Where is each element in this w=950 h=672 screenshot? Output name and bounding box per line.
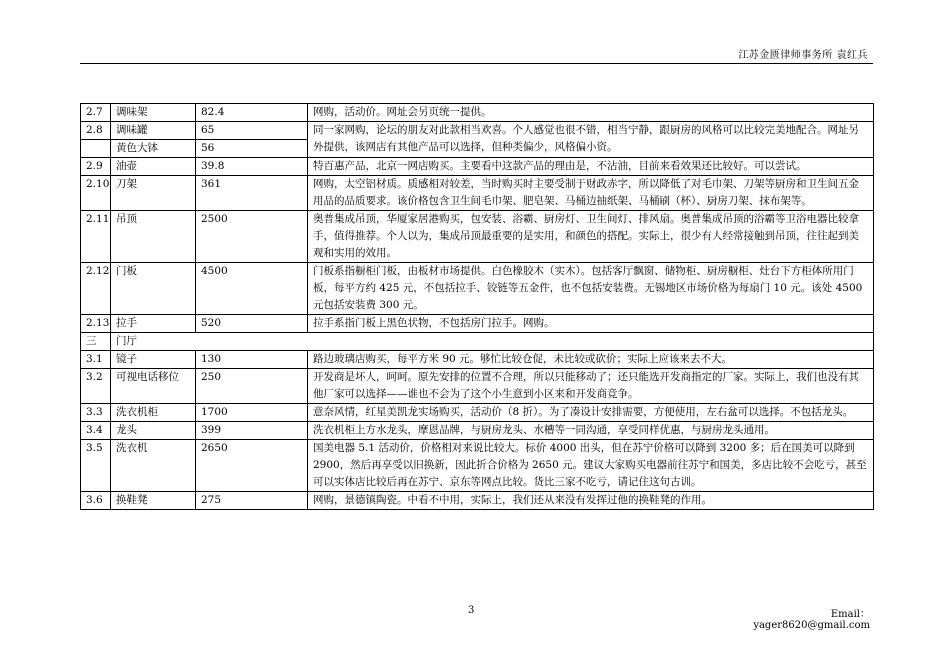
item-price: 65	[196, 122, 308, 140]
item-name: 调味罐	[111, 122, 196, 140]
footer-email: Email：yager8620@gmail.com	[753, 609, 870, 631]
item-description: 奥普集成吊顶，华厦家居港购买，包安装、浴霸、厨房灯、卫生间灯、排风扇。奥普集成吊顶的浴霸等卫浴电器比较拿手，值得推荐。个人以为，集成吊顶最重要的是实用，和颜色的搭配。实际上，很少有人经常接触到吊顶，往往起到美观和实用的效用。	[308, 211, 874, 263]
row-number: 3.3	[81, 404, 111, 422]
item-description: 同一家网购，论坛的朋友对此款相当欢喜。个人感觉也很不错，相当宁静，跟厨房的风格可以比较完美地配合。网址另外提供，该网店有其他产品可以选择，但种类偏少，风格偏小资。	[308, 122, 874, 158]
table-row	[81, 369, 874, 404]
row-number: 3.1	[81, 351, 111, 369]
item-description: 意奈风情，红星美凯龙实场购买，活动价（8 折）。为了凑设计安排需要，方便使用，左右盆可以选择。不包括龙头。	[308, 404, 874, 422]
item-price: 2650	[196, 440, 308, 492]
item-name: 拉手	[111, 315, 196, 333]
item-price: 520	[196, 315, 308, 333]
item-price: 250	[196, 369, 308, 404]
row-number: 2.7	[81, 104, 111, 122]
item-name: 门板	[111, 263, 196, 315]
item-price: 4500	[196, 263, 308, 315]
item-description: 网购，活动价。网址会另页统一提供。	[308, 104, 874, 122]
item-description: 洗衣机柜上方水龙头，摩恩品牌，与厨房龙头、水槽等一同沟通，享受同样优惠，与厨房龙头通用。	[308, 422, 874, 440]
table-row	[81, 104, 874, 122]
item-price: 130	[196, 351, 308, 369]
item-name: 调味架	[111, 104, 196, 122]
row-number: 3.4	[81, 422, 111, 440]
item-price: 56	[196, 140, 308, 158]
item-price: 275	[196, 492, 308, 510]
table-row	[81, 351, 874, 369]
section-number: 三	[81, 333, 111, 351]
item-name: 可视电话移位	[111, 369, 196, 404]
page-number: 3	[468, 605, 475, 616]
item-name: 龙头	[111, 422, 196, 440]
table-row	[81, 263, 874, 315]
section-row	[81, 333, 874, 351]
table-row	[81, 492, 874, 510]
row-number: 2.8	[81, 122, 111, 140]
item-description: 网购，景德镇陶瓷。中看不中用，实际上，我们还从来没有发挥过他的换鞋凳的作用。	[308, 492, 874, 510]
item-price: 361	[196, 176, 308, 211]
table-row	[81, 176, 874, 211]
item-price: 1700	[196, 404, 308, 422]
item-description: 开发商是坏人，呵呵。原先安排的位置不合理，所以只能移动了；还只能选开发商指定的厂家。实际上，我们也没有其他厂家可以选择——谁也不会为了这个小生意到小区来和开发商竞争。	[308, 369, 874, 404]
table-row	[81, 404, 874, 422]
table-row	[81, 422, 874, 440]
item-name: 吊顶	[111, 211, 196, 263]
item-name: 洗衣机柜	[111, 404, 196, 422]
item-name: 洗衣机	[111, 440, 196, 492]
item-description: 拉手系指门板上黑色状物，不包括房门拉手。网购。	[308, 315, 874, 333]
row-number: 3.6	[81, 492, 111, 510]
row-number: 2.13	[81, 315, 111, 333]
header-rule	[80, 63, 873, 64]
item-description: 网购，太空铝材质。质感相对较差，当时购买时主要受制于财政赤字，所以降低了对毛巾架、刀架等厨房和卫生间五金用品的品质要求。该价格包含卫生间毛巾架、肥皂架、马桶边抽纸架、马桶刷（杯）、厨房刀架、抹布架等。	[308, 176, 874, 211]
item-name: 黄色大钵	[111, 140, 196, 158]
item-name: 换鞋凳	[111, 492, 196, 510]
item-name: 油壶	[111, 158, 196, 176]
row-number	[81, 140, 111, 158]
item-description: 路边玻璃店购买，每平方米 90 元。够忙比较仓促，未比较或砍价；实际上应该来去不大。	[308, 351, 874, 369]
item-price: 399	[196, 422, 308, 440]
item-price: 82.4	[196, 104, 308, 122]
expense-table	[80, 103, 874, 510]
row-number: 3.2	[81, 369, 111, 404]
row-number: 3.5	[81, 440, 111, 492]
item-price: 2500	[196, 211, 308, 263]
table-row	[81, 440, 874, 492]
table-row	[81, 122, 874, 140]
table-row	[81, 158, 874, 176]
row-number: 2.10	[81, 176, 111, 211]
table-row	[81, 211, 874, 263]
item-name: 刀架	[111, 176, 196, 211]
section-title: 门厅	[111, 333, 874, 351]
item-price: 39.8	[196, 158, 308, 176]
item-description: 特百惠产品，北京一网店购买。主要看中这款产品的理由是，不沾油，目前来看效果还比较好。可以尝试。	[308, 158, 874, 176]
item-name: 镜子	[111, 351, 196, 369]
row-number: 2.11	[81, 211, 111, 263]
item-description: 门板系指橱柜门板，由板材市场提供。白色橡胶木（实木）。包括客厅飘窗、储物柜、厨房橱柜、灶台下方柜体所用门板，每平方约 425 元，不包括拉手、铰链等五金件，也不包括安装费。无锡地区市场价格为每扇门 10 元。该处 4500 元包括安装费 300 元。	[308, 263, 874, 315]
table-row	[81, 315, 874, 333]
item-description: 国美电器 5.1 活动价，价格相对来说比较大。标价 4000 出头，但在苏宁价格可以降到 3200 多；后在国美可以降到 2900，然后再享受以旧换新，因此折合价格为 2650 元。建议大家购买电器前往苏宁和国美，多店比较不会吃亏，甚至可以实体店比较后再在苏宁、京东等网点比较。货比三家不吃亏，请记住这句古训。	[308, 440, 874, 492]
document-header: 江苏金匮律师事务所 袁红兵	[738, 50, 868, 61]
row-number: 2.12	[81, 263, 111, 315]
row-number: 2.9	[81, 158, 111, 176]
